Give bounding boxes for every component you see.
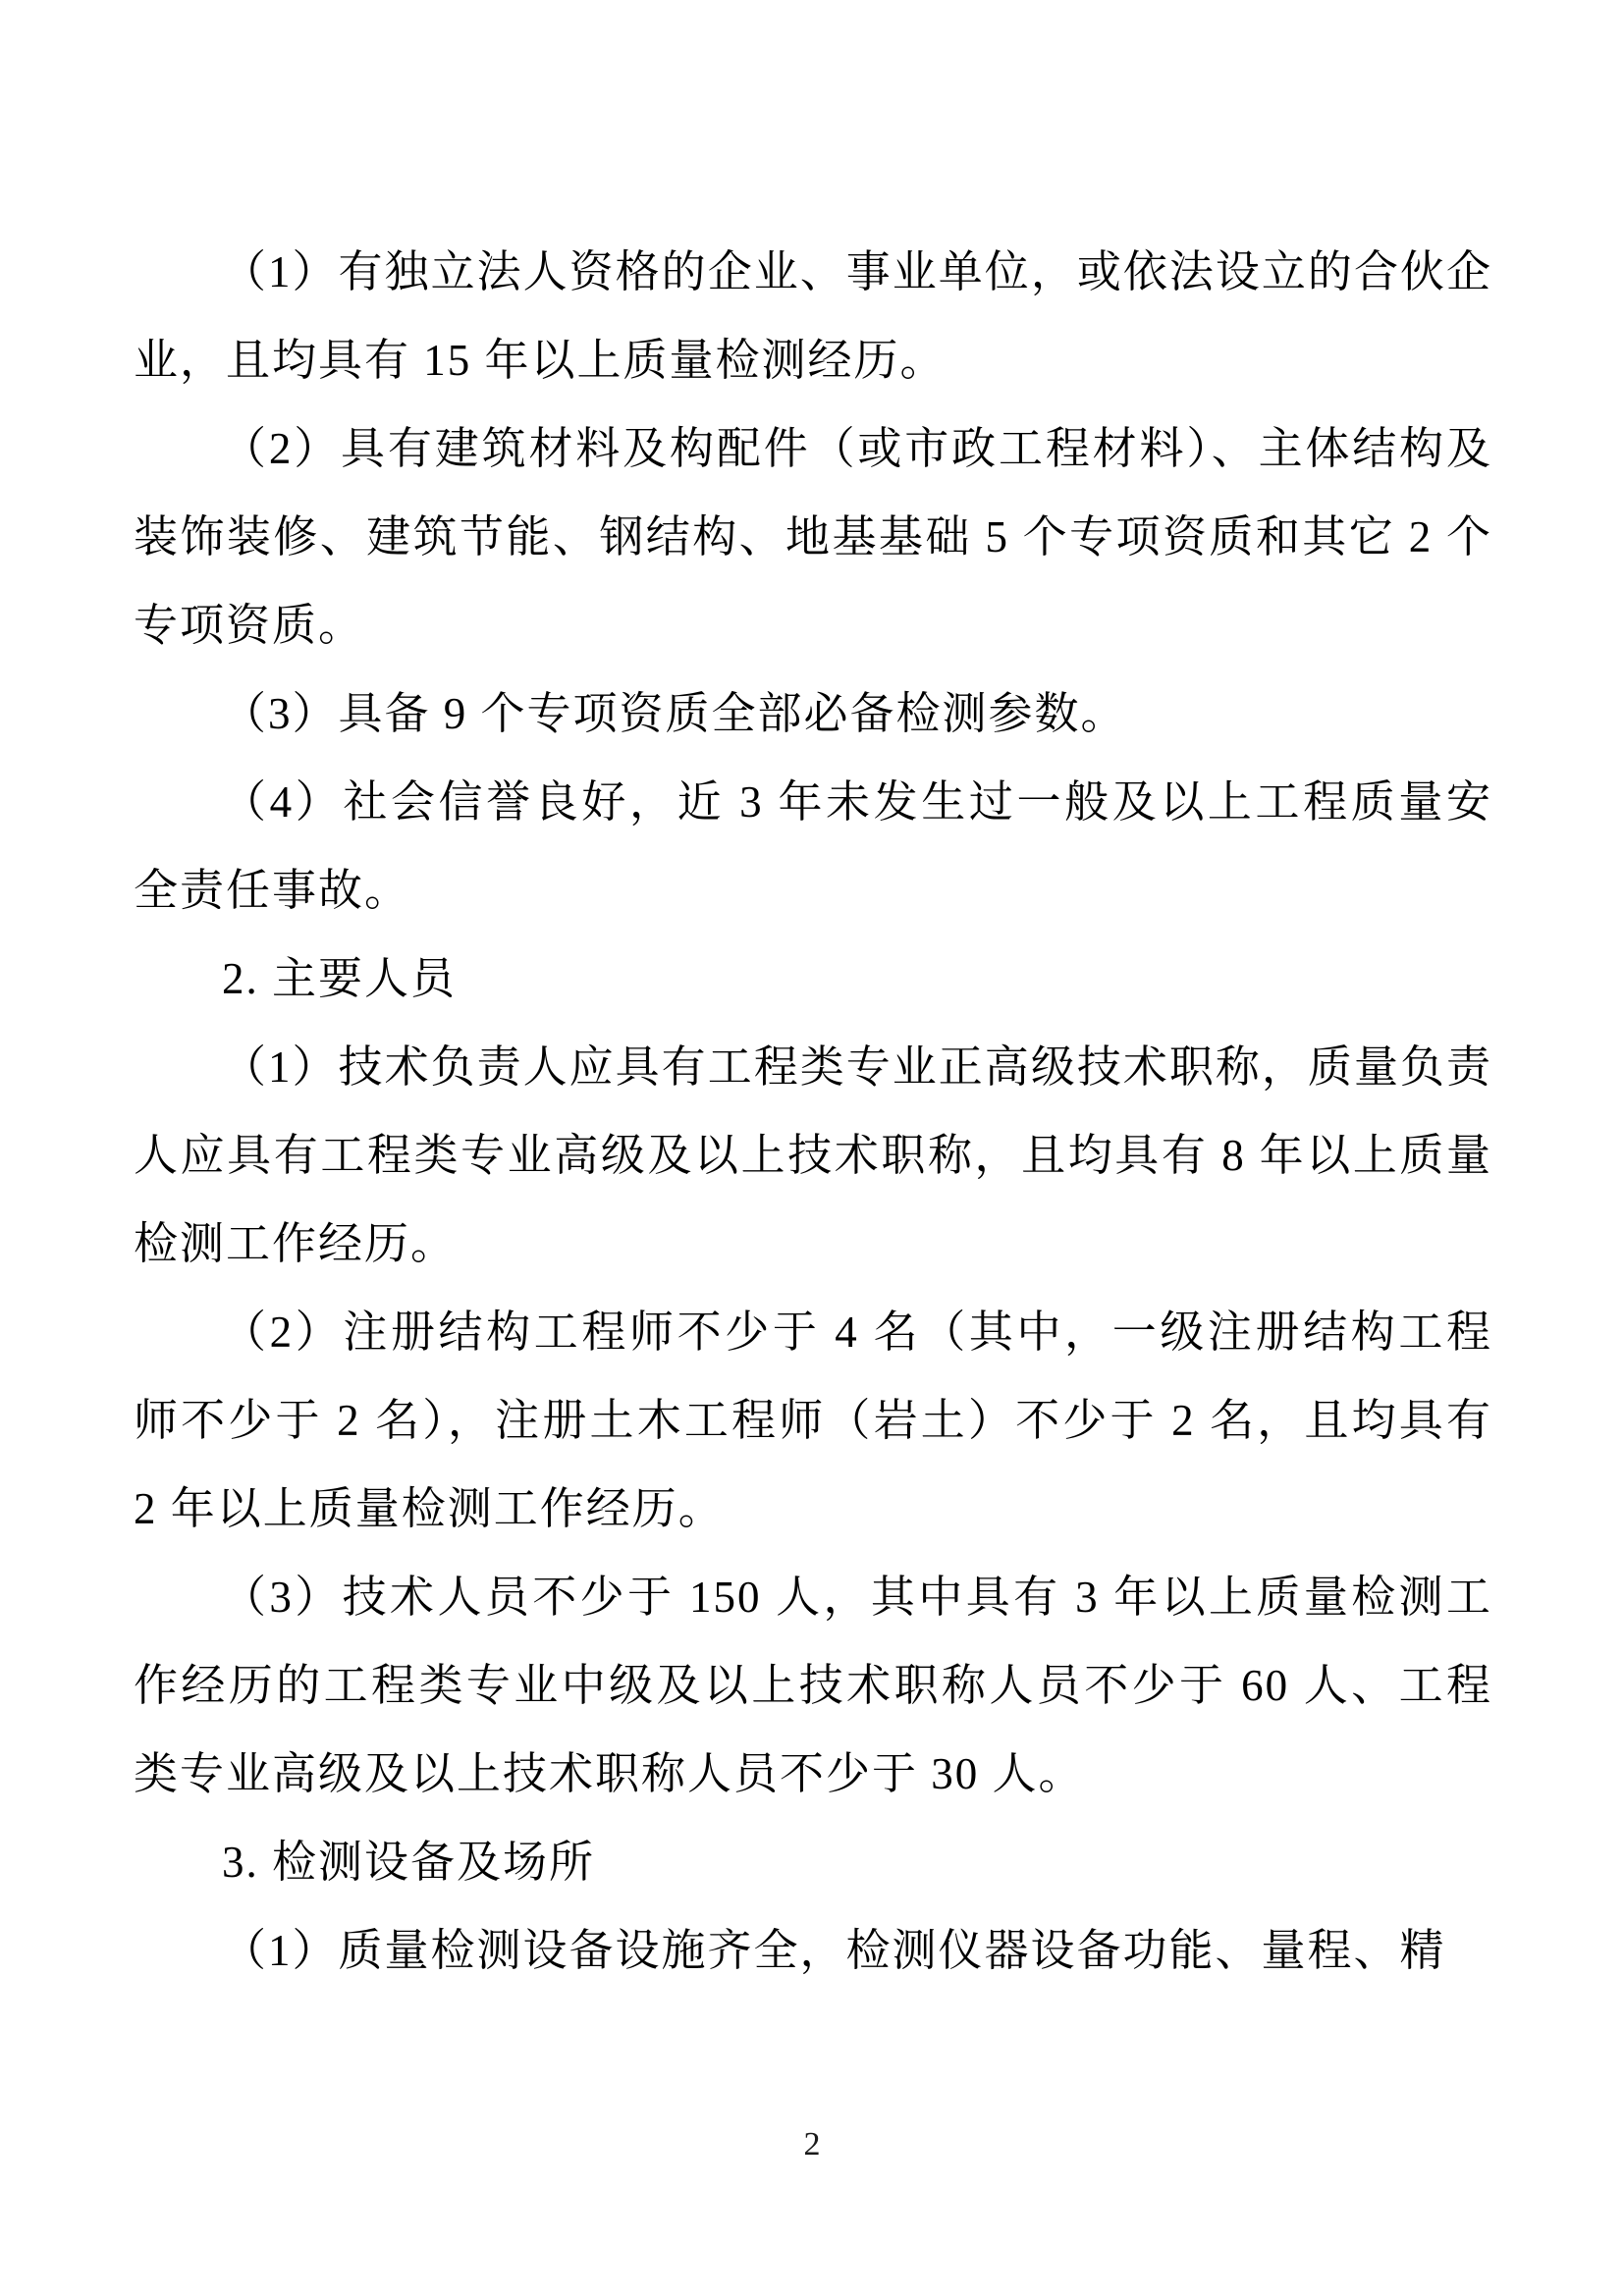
paragraph: 3. 检测设备及场所 — [222, 1838, 596, 1887]
paragraph: （4）社会信誉良好，近 3 年未发生过一般及以上工程质量安全责任事故。 — [134, 777, 1492, 915]
paragraph: 2. 主要人员 — [222, 954, 458, 1003]
paragraph: （2）注册结构工程师不少于 4 名（其中，一级注册结构工程师不少于 2 名），注册土木工程师（岩土）不少于 2 名，且均具有 2 年以上质量检测工作经历。 — [134, 1308, 1492, 1533]
paragraph: （1）质量检测设备设施齐全，检测仪器设备功能、量程、精 — [222, 1926, 1446, 1975]
paragraph: （1）技术负责人应具有工程类专业正高级技术职称，质量负责人应具有工程类专业高级及以上技术职称，且均具有 8 年以上质量检测工作经历。 — [134, 1042, 1492, 1268]
document-body — [134, 228, 1492, 1995]
paragraph: （2）具有建筑材料及构配件（或市政工程材料）、主体结构及装饰装修、建筑节能、钢结构、地基基础 5 个专项资质和其它 2 个专项资质。 — [134, 424, 1492, 650]
paragraph: （3）技术人员不少于 150 人，其中具有 3 年以上质量检测工作经历的工程类专业中级及以上技术职称人员不少于 60 人、工程类专业高级及以上技术职称人员不少于 30 人。 — [134, 1573, 1492, 1798]
paragraph: （1）有独立法人资格的企业、事业单位，或依法设立的合伙企业，且均具有 15 年以上质量检测经历。 — [134, 247, 1492, 385]
paragraph: （3）具备 9 个专项资质全部必备检测参数。 — [222, 689, 1127, 738]
page-number: 2 — [803, 2126, 821, 2163]
